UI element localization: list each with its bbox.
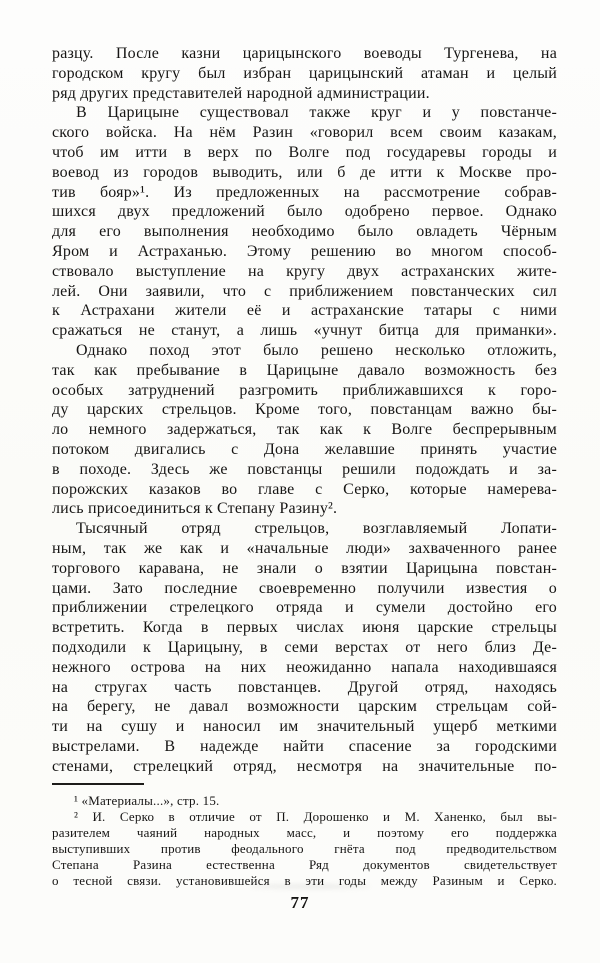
text-line: ло немного задержаться, так как к Волге беспрерывным	[52, 421, 557, 439]
text-line: выступивших против феодального гнёта под предводительством	[52, 841, 557, 857]
text-line: ского войска. На нём Разин «говорил всем своим казакам,	[52, 124, 557, 142]
text-line: разителем чаяний народных масс, и поэтому его поддержка	[52, 825, 557, 841]
body-paragraphs	[52, 44, 557, 776]
text-line: чтоб им итти в верх по Волге под государевы городы и	[52, 143, 557, 161]
text-line: лись присоединиться к Степану Разину².	[52, 500, 338, 518]
text-line: лей. Они заявили, что с приближением повстанческих сил	[52, 282, 557, 300]
text-line: подходили к Царицыну, в семи верстах от него близ Де-	[52, 638, 557, 656]
text-line: В Царицыне существовал также круг и у повстанче-	[76, 104, 557, 122]
text-line: воевод из городов выводить, или б де итти к Москве про-	[52, 163, 557, 181]
footnotes	[52, 793, 557, 888]
text-line: приближении стрелецкого отряда и сумели достойно его	[52, 599, 557, 617]
footnote	[52, 809, 557, 889]
text-line: ² И. Серко в отличие от П. Дорошенко и М. Ханенко, был вы-	[74, 809, 557, 825]
text-line: о тесной связи. установившейся в эти годы между Разиным и Серко.	[52, 873, 557, 889]
text-line: порожских казаков во главе с Серко, которые намерева-	[52, 480, 557, 498]
paragraph	[52, 103, 557, 341]
text-line: в походе. Здесь же повстанцы решили подождать и за-	[52, 460, 557, 478]
text-line: тив бояр»¹. Из предложенных на рассмотрение собрав-	[52, 183, 557, 201]
text-line: потоком двигались с Дона желавшие принять участие	[52, 440, 557, 458]
text-line: торгового каравана, не знали о взятии Царицына повстан-	[52, 559, 557, 577]
text-line: на стругах часть повстанцев. Другой отряд, находясь	[52, 678, 557, 696]
text-block	[52, 44, 557, 889]
text-line: разцу. После казни царицынского воеводы Тургенева, на	[52, 45, 557, 62]
footnote	[52, 793, 557, 809]
text-line: ряд других представителей народной администрации.	[52, 84, 430, 102]
paragraph	[52, 341, 557, 519]
text-line: городском кругу был избран царицынский атаман и целый	[52, 64, 557, 82]
text-line: выстрелами. В надежде найти спасение за городскими	[52, 737, 557, 755]
page-number: 77	[290, 893, 310, 912]
text-line: ти на сушу и наносил им значительный ущерб меткими	[52, 718, 557, 736]
text-line: Яром и Астраханью. Этому решению во многом способ-	[52, 242, 557, 260]
text-line: нежного острова на них неожиданно напала находившаяся	[52, 658, 557, 676]
text-line: стенами, стрелецкий отряд, несмотря на значительные по-	[52, 757, 557, 775]
text-line: ствовало выступление на кругу двух астраханских жите-	[52, 262, 557, 280]
text-line: для его выполнения необходимо было овладеть Чёрным	[52, 223, 557, 241]
text-line: шихся двух предложений было одобрено первое. Однако	[52, 203, 557, 221]
footnote-separator	[52, 783, 144, 785]
paragraph	[52, 519, 557, 776]
text-line: Тысячный отряд стрельцов, возглавляемый Лопати-	[76, 520, 557, 538]
text-line: цами. Зато последние своевременно получили известия о	[52, 579, 557, 597]
text-line: Однако поход этот было решено несколько отложить,	[76, 341, 557, 359]
text-line: ным, так же как и «начальные люди» захваченного ранее	[52, 539, 557, 557]
text-line: на берегу, не давал возможности царским стрельцам сой-	[52, 698, 557, 716]
text-line: особых затруднений разгромить приближавшихся к горо-	[52, 381, 557, 399]
text-line: ду царских стрельцов. Кроме того, повстанцам важно бы-	[52, 401, 557, 419]
text-line: ¹ «Материалы...», стр. 15.	[74, 793, 220, 809]
text-line: к Астрахани жители её и астраханские татары с ними	[52, 302, 557, 320]
text-line: встретить. Когда в первых числах июня царские стрельцы	[52, 619, 557, 637]
paragraph	[52, 44, 557, 103]
text-line: сражаться не станут, а лишь «учнут битца для приманки».	[52, 322, 557, 340]
text-line: так как пребывание в Царицыне давало возможность без	[52, 361, 557, 379]
text-line: Степана Разина естественна Ряд документов свидетельствует	[52, 857, 557, 873]
